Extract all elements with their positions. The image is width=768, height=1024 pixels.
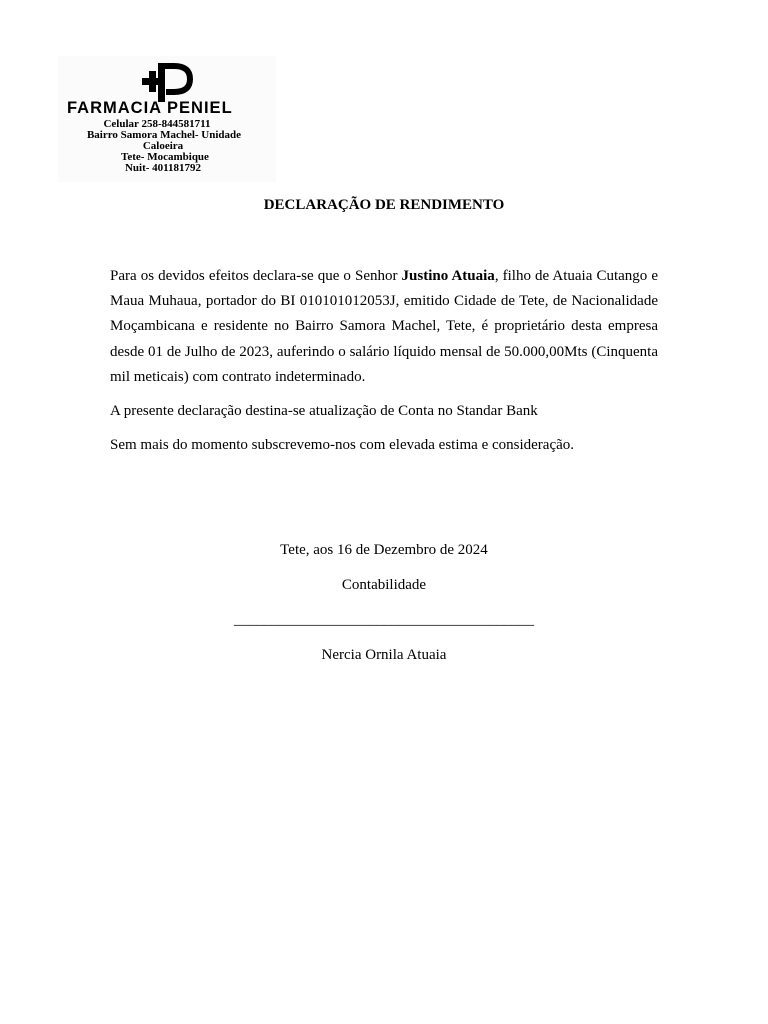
department-label: Contabilidade <box>341 577 427 593</box>
letterhead-address: Bairro Samora Machel- Unidade <box>86 129 242 141</box>
signatory-name: Nercia Ornila Atuaia <box>321 647 447 663</box>
document-title: DECLARAÇÃO DE RENDIMENTO <box>263 197 505 213</box>
brand-name: FARMACIA PENIEL <box>67 99 233 117</box>
purpose-paragraph: A presente declaração destina-se atualização de Conta no Standar Bank <box>110 403 538 420</box>
place-date: Tete, aos 16 de Dezembro de 2024 <box>280 542 488 558</box>
letterhead <box>58 56 276 182</box>
paragraph-intro: Para os devidos efeitos declara-se que o Senhor <box>110 268 402 284</box>
letterhead-city: Tete- Mocambique <box>121 151 209 163</box>
declaration-paragraph <box>110 264 658 390</box>
document-body <box>110 264 658 458</box>
employee-name: Justino Atuaia <box>401 268 495 284</box>
pharmacy-cross-logo-icon <box>136 62 196 104</box>
letterhead-nuit: Nuit- 401181792 <box>124 162 202 174</box>
closing-paragraph: Sem mais do momento subscrevemo-nos com elevada estima e consideração. <box>110 437 575 454</box>
letterhead-unit: Caloeira <box>142 140 184 152</box>
signature-line: ________________________________________ <box>234 612 534 628</box>
paragraph-details: , filho de Atuaia Cutango e Maua Muhaua, portador do BI 010101012053J, emitido Cidade de Tete, de Nacionalidade Moçambicana e residente no Bairro Samora Machel, Tete, é proprietário desta empresa desde 01 de Julho de 2023, auferindo o salário líquido mensal de 50.000,00Mts (Cinquenta mil meticais) com contrato indeterminado. <box>110 268 658 385</box>
letterhead-phone: Celular 258-844581711 <box>103 118 211 130</box>
